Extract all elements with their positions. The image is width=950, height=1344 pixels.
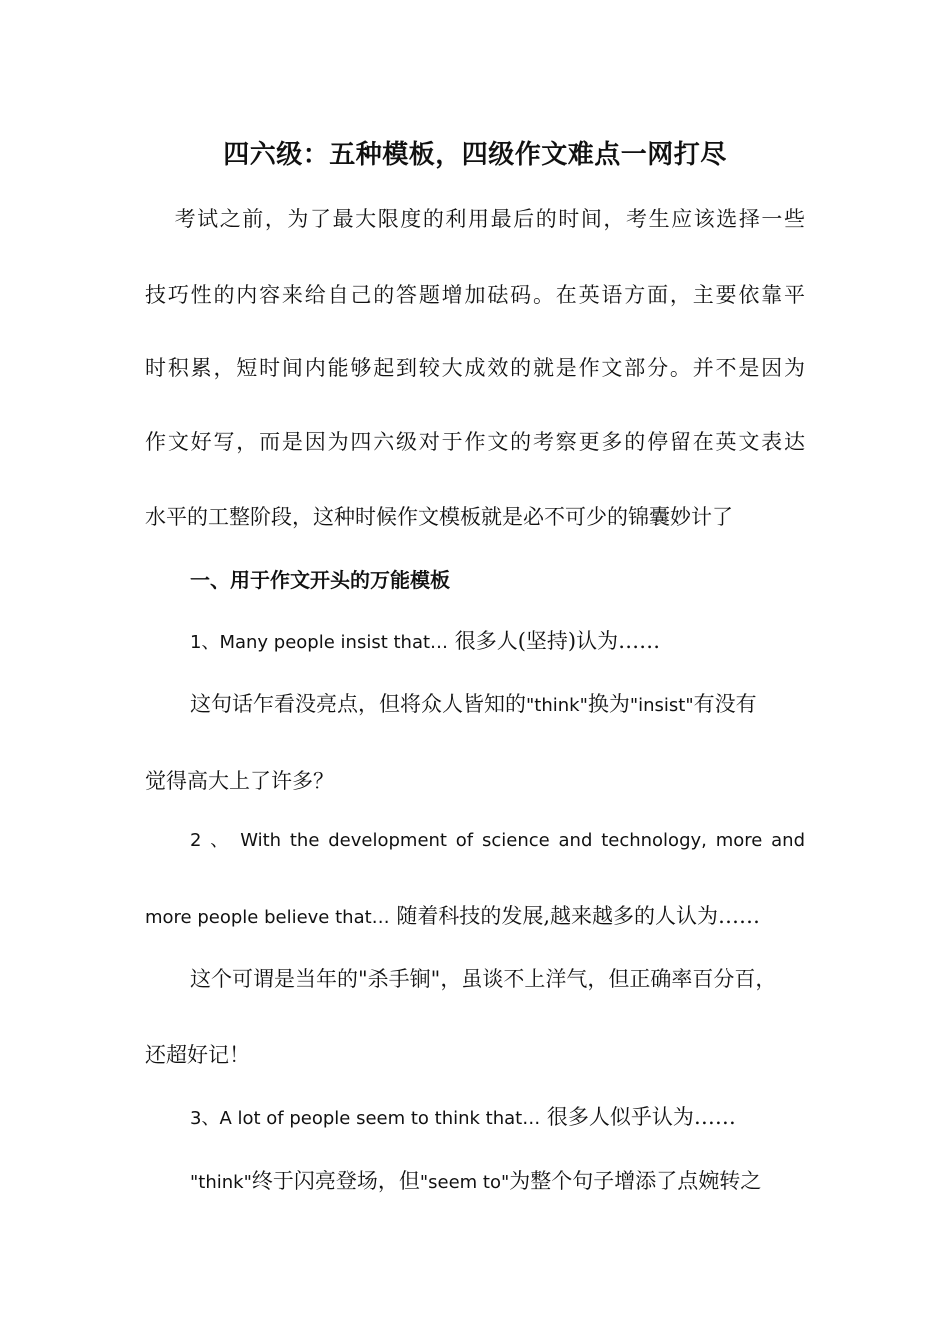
item-3-number: 3、 [190, 1108, 220, 1129]
intro-line-4: 作文好写，而是因为四六级对于作文的考察更多的停留在英文表达 [145, 430, 805, 454]
item-2-line-1: 2 、 With the development of science and technology, more and [190, 830, 805, 851]
item-3-chinese: 很多人似乎认为…… [540, 1105, 736, 1129]
item-1-comment-a: 这句话乍看没亮点，但将众人皆知的 [190, 692, 526, 716]
item-1-english: Many people insist that… [219, 632, 449, 653]
item-3-comment-a: 终于闪亮登场，但 [251, 1169, 420, 1193]
item-1-line [190, 626, 660, 658]
item-1-comment-b: 换为 [587, 692, 630, 716]
item-3-comment-think: "think" [190, 1172, 252, 1193]
item-3-comment-line-1 [190, 1166, 761, 1198]
item-1-comment-line-2: 觉得高大上了许多？ [145, 769, 334, 793]
item-1-comment-line-1 [190, 689, 757, 721]
item-1-comment-think: "think" [526, 695, 588, 716]
item-2-comment-line-2: 还超好记！ [145, 1043, 250, 1067]
intro-text-1: 考试之前，为了最大限度的利用最后的时间，考生应该选择一些 [173, 207, 805, 231]
intro-line-1 [145, 204, 805, 234]
item-3-comment-seem-to: "seem to" [419, 1172, 510, 1193]
item-2-english: more people believe that… [145, 907, 390, 928]
item-3-comment-b: 为整个句子增添了点婉转之 [509, 1169, 762, 1193]
intro-line-3: 时积累，短时间内能够起到较大成效的就是作文部分。并不是因为 [145, 356, 805, 380]
item-2-comment-line-1: 这个可谓是当年的"杀手锏"，虽谈不上洋气，但正确率百分百， [190, 967, 777, 991]
item-1-chinese: 很多人(坚持)认为…… [448, 629, 661, 653]
item-2-chinese: 随着科技的发展,越来越多的人认为…… [389, 904, 761, 928]
document-title: 四六级：五种模板，四级作文难点一网打尽 [223, 140, 727, 170]
item-1-number: 1、 [190, 632, 220, 653]
item-3-english: A lot of people seem to think that… [219, 1108, 541, 1129]
intro-line-5: 水平的工整阶段，这种时候作文模板就是必不可少的锦囊妙计了 [145, 505, 733, 529]
intro-line-2: 技巧性的内容来给自己的答题增加砝码。在英语方面，主要依靠平 [145, 283, 805, 307]
item-1-comment-insist: "insist" [629, 695, 694, 716]
item-2-line-2 [145, 901, 760, 933]
item-3-line [190, 1102, 736, 1134]
section-heading: 一、用于作文开头的万能模板 [190, 568, 450, 592]
item-1-comment-c: 有没有 [693, 692, 757, 716]
